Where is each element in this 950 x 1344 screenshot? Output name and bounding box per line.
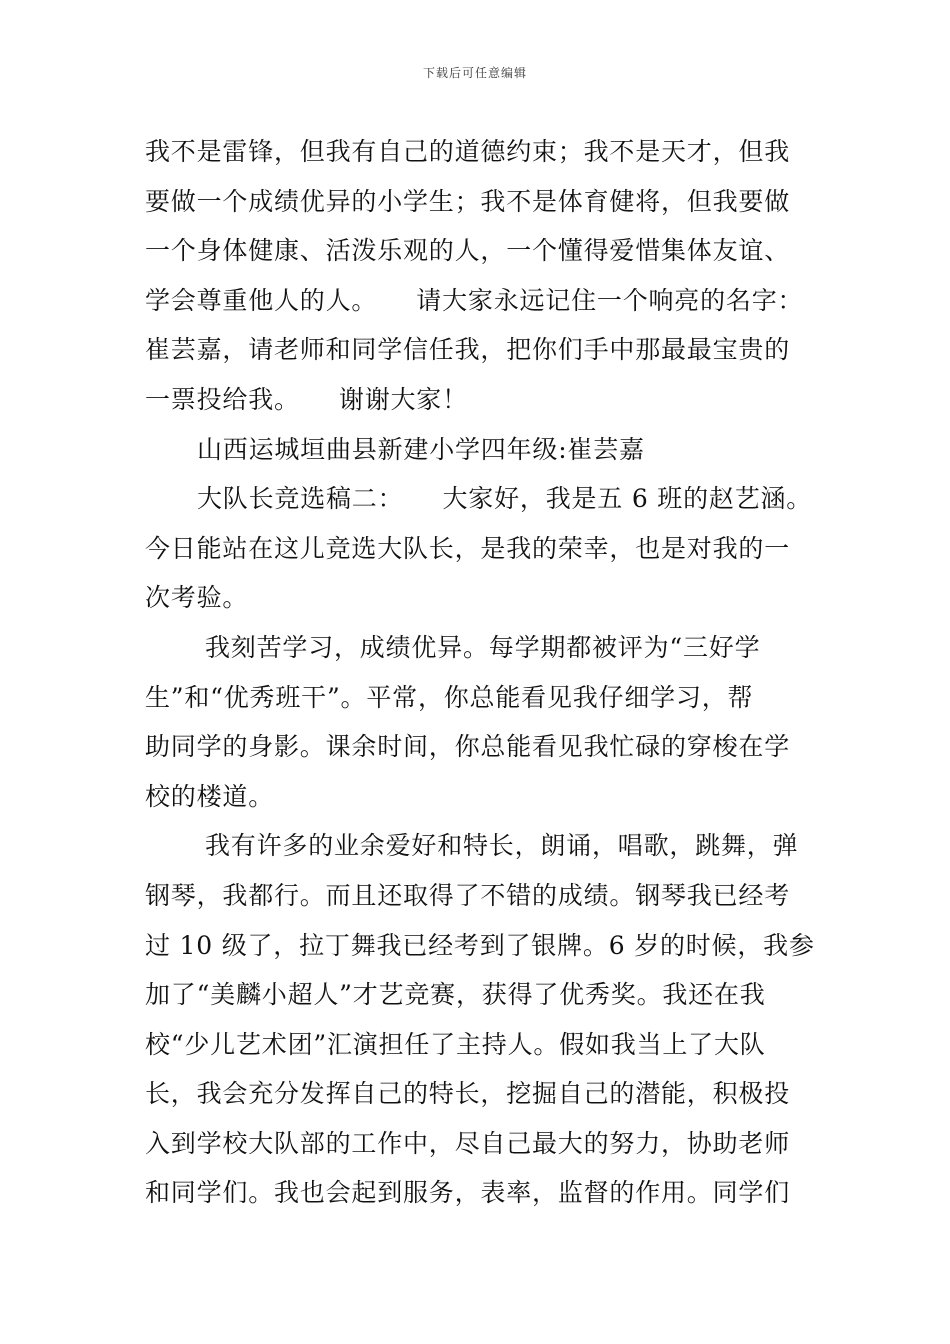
- text-line: 过 10 级了，拉丁舞我已经考到了银牌。6 岁的时候，我参: [145, 930, 815, 960]
- paragraph-start-line: 我有许多的业余爱好和特长，朗诵，唱歌，跳舞，弹: [205, 831, 799, 861]
- signature-line: 山西运城垣曲县新建小学四年级:崔芸嘉: [197, 434, 645, 464]
- text-line: 钢琴，我都行。而且还取得了不错的成绩。钢琴我已经考: [145, 880, 791, 910]
- text-line: 今日能站在这儿竞选大队长，是我的荣幸，也是对我的一: [145, 533, 791, 563]
- text-line: 一个身体健康、活泼乐观的人，一个懂得爱惜集体友谊、: [145, 236, 791, 266]
- text-line: 加了“美麟小超人”才艺竞赛，获得了优秀奖。我还在我: [145, 980, 766, 1010]
- text-line: 助同学的身影。课余时间，你总能看见我忙碌的穿梭在学: [145, 732, 791, 762]
- text-line: 校“少儿艺术团”汇演担任了主持人。假如我当上了大队: [145, 1029, 766, 1059]
- text-line: 崔芸嘉，请老师和同学信任我，把你们手中那最最宝贵的: [145, 335, 791, 365]
- paragraph-start-line: 我刻苦学习，成绩优异。每学期都被评为“三好学: [205, 632, 761, 662]
- text-line: 次考验。: [145, 583, 249, 613]
- text-line: 一票投给我。 谢谢大家！: [145, 384, 468, 414]
- section-heading-line: 大队长竞选稿二： 大家好，我是五 6 班的赵艺涵。: [197, 484, 813, 514]
- text-line: 生”和“优秀班干”。平常，你总能看见我仔细学习，帮: [145, 682, 754, 712]
- text-line: 要做一个成绩优异的小学生；我不是体育健将，但我要做: [145, 186, 791, 216]
- text-line: 和同学们。我也会起到服务，表率，监督的作用。同学们: [145, 1178, 791, 1208]
- text-line: 校的楼道。: [145, 781, 275, 811]
- text-line: 学会尊重他人的人。 请大家永远记住一个响亮的名字：: [145, 285, 804, 315]
- text-line: 长，我会充分发挥自己的特长，挖掘自己的潜能，积极投: [145, 1079, 791, 1109]
- text-line: 我不是雷锋，但我有自己的道德约束；我不是天才，但我: [145, 137, 791, 166]
- page-header: 下载后可任意编辑: [422, 66, 527, 80]
- document-body: [145, 127, 815, 1218]
- text-line: 入到学校大队部的工作中，尽自己最大的努力，协助老师: [145, 1128, 791, 1158]
